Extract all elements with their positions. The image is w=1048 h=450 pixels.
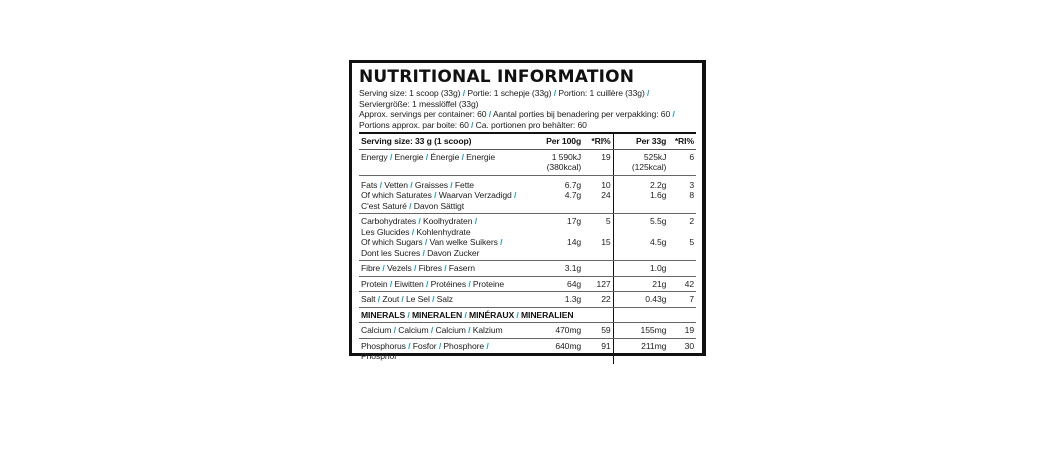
nutrition-label (349, 60, 706, 362)
table-row-phosphorus: Phosphorus / Fosfor / Phosphore / Phosphor 640mg 91 211mg 30 (359, 338, 696, 364)
table-row-fats: Fats / Vetten / Graisses / Fette Of which Saturates / Waarvan Verzadigd / C'est Saturé / Davon Sättigt 6.7g 4.7g 10 24 2.2g 1.6g 3 8 (359, 175, 696, 214)
table-row-minerals-heading: MINERALS / MINERALEN / MINÉRAUX / MINERALIEN (359, 307, 696, 323)
table-row-calcium: Calcium / Calcium / Calcium / Kalzium 470mg 59 155mg 19 (359, 323, 696, 339)
serving-info: Serving size: 1 scoop (33g) / Portie: 1 schepje (33g) / Portion: 1 cuillère (33g) / Serviergröße: 1 messlöffel (33g) (359, 88, 650, 109)
table-header: Serving size: 33 g (1 scoop) Per 100g *RI% Per 33g *RI% (359, 133, 696, 149)
table-row-salt: Salt / Zout / Le Sel / Salz 1.3g 22 0.43g 7 (359, 292, 696, 308)
nutrition-table (359, 132, 696, 364)
servings-per-container: Approx. servings per container: 60 / Aantal porties bij benadering per verpakking: 60 / Portions approx. par boite: 60 / Ca. portionen pro behälter: 60 (359, 109, 675, 130)
table-row-energy: Energy / Energie / Énergie / Energie 1 590kJ (380kcal) 19 525kJ (125kcal) 6 (359, 149, 696, 175)
table-row-fibre: Fibre / Vezels / Fibres / Fasern 3.1g 1.0g (359, 261, 696, 277)
table-row-protein: Protein / Eiwitten / Protéines / Proteine 64g 127 21g 42 (359, 276, 696, 292)
table-row-carbohydrates: Carbohydrates / Koolhydraten / Les Glucides / Kohlenhydrate Of which Sugars / Van welke Suikers / Dont les Sucres / Davon Zucker 17g 14g 5 15 5.5g 4.5g 2 5 (359, 214, 696, 261)
label-title: NUTRITIONAL INFORMATION (359, 67, 635, 87)
